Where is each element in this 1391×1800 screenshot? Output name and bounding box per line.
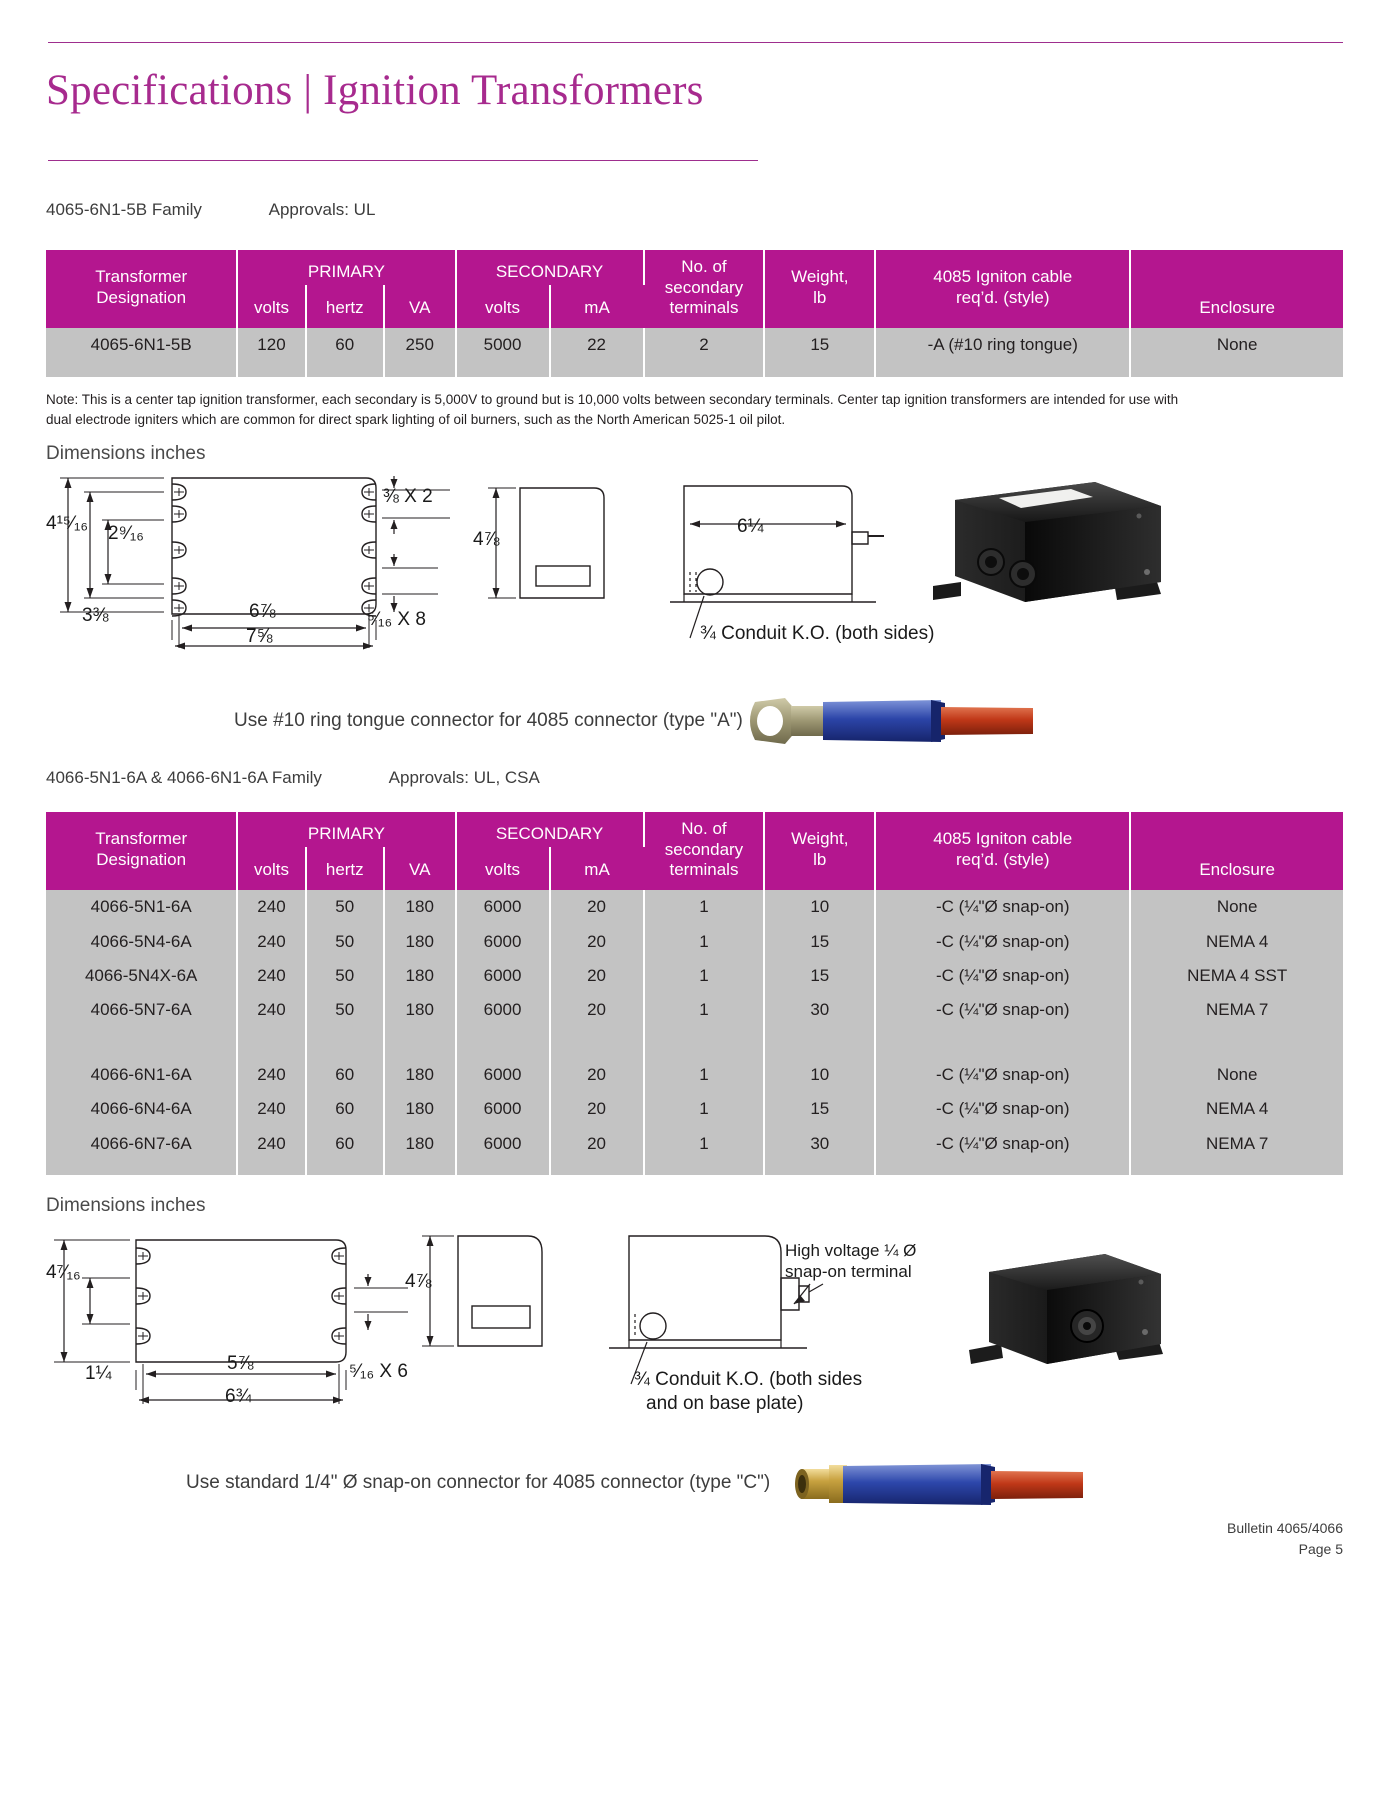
spacer-cell bbox=[456, 1028, 550, 1058]
section2-approvals: Approvals: UL, CSA bbox=[388, 768, 540, 787]
cell-designation: 4066-5N4-6A bbox=[46, 925, 237, 959]
cell-secondary-volts: 6000 bbox=[456, 1127, 550, 1161]
spacer-cell bbox=[644, 1028, 765, 1058]
th-secondary-group: SECONDARY bbox=[456, 250, 644, 285]
cell-designation: 4065-6N1-5B bbox=[46, 328, 237, 362]
dim-4066-slot-side: ⁵⁄₁₆ X 6 bbox=[349, 1361, 408, 1382]
th-terminals-line2: secondary bbox=[664, 277, 744, 297]
cell-primary-hertz: 50 bbox=[306, 993, 384, 1027]
th2-primary-group: PRIMARY bbox=[237, 812, 455, 847]
cell-designation: 4066-5N4X-6A bbox=[46, 959, 237, 993]
cell-secondary-ma: 20 bbox=[550, 993, 644, 1027]
pad-cell bbox=[306, 1161, 384, 1175]
th2-primary-volts: volts bbox=[237, 847, 305, 890]
cell-primary-hertz: 50 bbox=[306, 959, 384, 993]
dim-4065-height-outer: 4¹⁵⁄₁₆ bbox=[46, 513, 89, 534]
connector-caption-type-a: Use #10 ring tongue connector for 4085 connector (type "A") bbox=[234, 710, 743, 731]
cell-enclosure: None bbox=[1130, 328, 1343, 362]
cell-weight: 10 bbox=[764, 1058, 875, 1092]
th2-primary-hertz: hertz bbox=[306, 847, 384, 890]
cell-designation: 4066-6N7-6A bbox=[46, 1127, 237, 1161]
cell-secondary-volts: 6000 bbox=[456, 1092, 550, 1126]
cell-terminals: 1 bbox=[644, 1092, 765, 1126]
dim-4066-width-outer: 6¾ bbox=[225, 1386, 252, 1407]
label-4065-conduit-ko: ¾ Conduit K.O. (both sides) bbox=[700, 623, 935, 644]
section2-family-name: 4066-5N1-6A & 4066-6N1-6A Family bbox=[46, 768, 322, 787]
cell-enclosure: None bbox=[1130, 1058, 1343, 1092]
cell-primary-hertz: 50 bbox=[306, 925, 384, 959]
cell-cable: -C (¼"Ø snap-on) bbox=[875, 925, 1130, 959]
pad-cell bbox=[644, 363, 765, 377]
section1-note: Note: This is a center tap ignition transformer, each secondary is 5,000V to ground but is 10,000 volts between secondary terminals. Center tap ignition transformers are intended for use with dual electrode igniters which are common for direct spark lighting of oil burners, such as the North American 5025-1 oil pilot. bbox=[46, 392, 1179, 427]
product-photo-ring-tongue-connector bbox=[745, 690, 1035, 752]
cell-weight: 30 bbox=[764, 993, 875, 1027]
pad-cell bbox=[764, 363, 875, 377]
th-transformer-designation bbox=[46, 250, 237, 328]
dim-4066-front-height: 4⅞ bbox=[405, 1271, 432, 1292]
spacer-cell bbox=[875, 1028, 1130, 1058]
th2-designation-line2: Designation bbox=[96, 850, 187, 870]
cell-primary-va: 180 bbox=[384, 1092, 456, 1126]
cell-cable: -C (¼"Ø snap-on) bbox=[875, 1092, 1130, 1126]
th2-terminals-line2: secondary bbox=[664, 839, 744, 859]
th-cable-line2: req’d. (style) bbox=[955, 288, 1050, 308]
th-no-secondary-terminals bbox=[644, 250, 765, 328]
table-row bbox=[46, 993, 1343, 1027]
cell-primary-va: 180 bbox=[384, 1127, 456, 1161]
cell-designation: 4066-6N4-6A bbox=[46, 1092, 237, 1126]
cell-primary-hertz: 50 bbox=[306, 890, 384, 924]
spacer-cell bbox=[306, 1028, 384, 1058]
section2-dimensions-label: Dimensions inches bbox=[46, 1195, 206, 1216]
cell-terminals: 1 bbox=[644, 890, 765, 924]
cell-weight: 15 bbox=[764, 925, 875, 959]
cell-weight: 15 bbox=[764, 959, 875, 993]
cell-cable: -C (¼"Ø snap-on) bbox=[875, 959, 1130, 993]
table-row-pad bbox=[46, 1161, 1343, 1175]
cell-secondary-volts: 6000 bbox=[456, 890, 550, 924]
product-photo-snap-on-connector bbox=[795, 1455, 1085, 1515]
label-4066-conduit-line1: ¾ Conduit K.O. (both sides bbox=[634, 1369, 863, 1390]
dim-4065-slot-side: ⁵⁄₁₆ X 8 bbox=[367, 609, 426, 630]
cell-terminals: 1 bbox=[644, 925, 765, 959]
cell-secondary-ma: 20 bbox=[550, 925, 644, 959]
cell-cable: -C (¼"Ø snap-on) bbox=[875, 1058, 1130, 1092]
cell-enclosure: NEMA 4 bbox=[1130, 925, 1343, 959]
cell-primary-va: 180 bbox=[384, 993, 456, 1027]
table-row bbox=[46, 890, 1343, 924]
th2-transformer-designation bbox=[46, 812, 237, 890]
th-weight-line2: lb bbox=[813, 288, 827, 308]
arrow-to-hv-terminal-icon bbox=[780, 1280, 820, 1314]
pad-cell bbox=[550, 363, 644, 377]
pad-cell bbox=[550, 1161, 644, 1175]
th2-no-secondary-terminals bbox=[644, 812, 765, 890]
cell-primary-va: 180 bbox=[384, 890, 456, 924]
cell-cable: -A (#10 ring tongue) bbox=[875, 328, 1130, 362]
dim-4065-side-width: 6¼ bbox=[737, 516, 764, 537]
th2-weight-line2: lb bbox=[813, 850, 827, 870]
cell-primary-volts: 240 bbox=[237, 1127, 305, 1161]
table-row-pad bbox=[46, 363, 1343, 377]
spacer-cell bbox=[550, 1028, 644, 1058]
cell-secondary-volts: 6000 bbox=[456, 993, 550, 1027]
th-secondary-volts: volts bbox=[456, 285, 550, 328]
cell-primary-hertz: 60 bbox=[306, 1092, 384, 1126]
section1-family-line bbox=[46, 200, 375, 220]
pad-cell bbox=[764, 1161, 875, 1175]
th2-cable-line2: req’d. (style) bbox=[955, 850, 1050, 870]
th-designation-line2: Designation bbox=[96, 288, 187, 308]
th-terminals-line3: terminals bbox=[669, 298, 739, 318]
page-footer bbox=[1227, 1518, 1343, 1560]
label-4066-hv-terminal-line2: snap-on terminal bbox=[785, 1262, 912, 1282]
pad-cell bbox=[644, 1161, 765, 1175]
cell-terminals: 1 bbox=[644, 1127, 765, 1161]
th2-terminals-line3: terminals bbox=[669, 860, 739, 880]
cell-weight: 10 bbox=[764, 890, 875, 924]
cell-enclosure: NEMA 7 bbox=[1130, 1127, 1343, 1161]
cell-cable: -C (¼"Ø snap-on) bbox=[875, 890, 1130, 924]
spec-table-4065 bbox=[46, 250, 1343, 377]
cell-primary-va: 180 bbox=[384, 1058, 456, 1092]
table-row bbox=[46, 328, 1343, 362]
pad-cell bbox=[384, 363, 456, 377]
pad-cell bbox=[46, 1161, 237, 1175]
page-title: Specifications | Ignition Transformers bbox=[46, 67, 704, 114]
cell-secondary-volts: 5000 bbox=[456, 328, 550, 362]
table-row bbox=[46, 959, 1343, 993]
th-primary-va: VA bbox=[384, 285, 456, 328]
pad-cell bbox=[237, 363, 305, 377]
cell-primary-va: 180 bbox=[384, 925, 456, 959]
footer-page-number: Page 5 bbox=[1298, 1541, 1343, 1557]
product-photo-4066-transformer bbox=[955, 1240, 1185, 1390]
pad-cell bbox=[237, 1161, 305, 1175]
label-4066-conduit-ko bbox=[634, 1368, 862, 1416]
cell-designation: 4066-5N1-6A bbox=[46, 890, 237, 924]
table-row bbox=[46, 1092, 1343, 1126]
th-designation-line1: Transformer bbox=[95, 267, 188, 287]
th2-secondary-ma: mA bbox=[550, 847, 644, 890]
pad-cell bbox=[1130, 363, 1343, 377]
cell-secondary-ma: 20 bbox=[550, 890, 644, 924]
th2-enclosure: Enclosure bbox=[1130, 812, 1343, 890]
th-terminals-line1: No. of bbox=[681, 257, 727, 276]
cell-secondary-ma: 22 bbox=[550, 328, 644, 362]
product-photo-4065-transformer bbox=[925, 470, 1195, 620]
table-header-row-1 bbox=[46, 250, 1343, 285]
pad-cell bbox=[875, 363, 1130, 377]
section2-family-line bbox=[46, 768, 540, 788]
dim-4065-width-inner: 6⅞ bbox=[249, 601, 276, 622]
th-primary-volts: volts bbox=[237, 285, 305, 328]
cell-primary-hertz: 60 bbox=[306, 1058, 384, 1092]
dim-4066-height-outer: 4⁷⁄₁₆ bbox=[46, 1262, 81, 1283]
th-weight-line1: Weight, bbox=[791, 267, 849, 287]
table2-header-row-1 bbox=[46, 812, 1343, 847]
th2-terminals-line1: No. of bbox=[681, 819, 727, 838]
th2-primary-va: VA bbox=[384, 847, 456, 890]
th-primary-group: PRIMARY bbox=[237, 250, 455, 285]
cell-weight: 15 bbox=[764, 328, 875, 362]
th-secondary-ma: mA bbox=[550, 285, 644, 328]
spec-table-4066 bbox=[46, 812, 1343, 1175]
cell-primary-volts: 240 bbox=[237, 993, 305, 1027]
dim-4065-height-inner: 2⁹⁄₁₆ bbox=[108, 523, 144, 544]
pad-cell bbox=[456, 363, 550, 377]
cell-terminals: 2 bbox=[644, 328, 765, 362]
pad-cell bbox=[456, 1161, 550, 1175]
cell-secondary-ma: 20 bbox=[550, 959, 644, 993]
table-row-spacer bbox=[46, 1028, 1343, 1058]
cell-secondary-ma: 20 bbox=[550, 1092, 644, 1126]
pad-cell bbox=[1130, 1161, 1343, 1175]
th2-designation-line1: Transformer bbox=[95, 829, 188, 849]
cell-enclosure: NEMA 4 bbox=[1130, 1092, 1343, 1126]
th2-ignition-cable bbox=[875, 812, 1130, 890]
spacer-cell bbox=[764, 1028, 875, 1058]
table-row bbox=[46, 925, 1343, 959]
cell-enclosure: NEMA 4 SST bbox=[1130, 959, 1343, 993]
dim-4065-slot-top: ⅜ X 2 bbox=[383, 486, 433, 507]
cell-cable: -C (¼"Ø snap-on) bbox=[875, 993, 1130, 1027]
table-row bbox=[46, 1127, 1343, 1161]
cell-designation: 4066-6N1-6A bbox=[46, 1058, 237, 1092]
cell-secondary-volts: 6000 bbox=[456, 925, 550, 959]
cell-terminals: 1 bbox=[644, 959, 765, 993]
label-4066-hv-terminal bbox=[785, 1240, 916, 1283]
spacer-cell bbox=[46, 1028, 237, 1058]
cell-terminals: 1 bbox=[644, 993, 765, 1027]
section1-approvals: Approvals: UL bbox=[268, 200, 376, 219]
th2-secondary-volts: volts bbox=[456, 847, 550, 890]
cell-secondary-ma: 20 bbox=[550, 1058, 644, 1092]
spacer-cell bbox=[1130, 1028, 1343, 1058]
connector-caption-type-c: Use standard 1/4" Ø snap-on connector for 4085 connector (type "C") bbox=[186, 1472, 771, 1493]
cell-primary-hertz: 60 bbox=[306, 1127, 384, 1161]
th2-weight-line1: Weight, bbox=[791, 829, 849, 849]
spacer-cell bbox=[237, 1028, 305, 1058]
spacer-cell bbox=[384, 1028, 456, 1058]
cell-primary-va: 180 bbox=[384, 959, 456, 993]
pad-cell bbox=[384, 1161, 456, 1175]
cell-primary-va: 250 bbox=[384, 328, 456, 362]
header-top-rule bbox=[48, 42, 1343, 43]
cell-primary-volts: 240 bbox=[237, 1058, 305, 1092]
cell-weight: 30 bbox=[764, 1127, 875, 1161]
table-row bbox=[46, 1058, 1343, 1092]
cell-primary-volts: 240 bbox=[237, 1092, 305, 1126]
th2-weight bbox=[764, 812, 875, 890]
cell-primary-volts: 240 bbox=[237, 959, 305, 993]
header-bottom-rule bbox=[48, 160, 758, 161]
cell-enclosure: None bbox=[1130, 890, 1343, 924]
th-cable-line1: 4085 Igniton cable bbox=[933, 267, 1073, 287]
cell-primary-hertz: 60 bbox=[306, 328, 384, 362]
section1-dimensions-label: Dimensions inches bbox=[46, 443, 206, 464]
cell-secondary-ma: 20 bbox=[550, 1127, 644, 1161]
dim-4065-depth-base: 3⅜ bbox=[82, 605, 109, 626]
cell-terminals: 1 bbox=[644, 1058, 765, 1092]
dim-4066-width-inner: 5⅞ bbox=[227, 1353, 254, 1374]
pad-cell bbox=[306, 363, 384, 377]
cell-primary-volts: 240 bbox=[237, 890, 305, 924]
cell-secondary-volts: 6000 bbox=[456, 959, 550, 993]
cell-secondary-volts: 6000 bbox=[456, 1058, 550, 1092]
section1-family-name: 4065-6N1-5B Family bbox=[46, 200, 202, 219]
label-4066-conduit-line2: and on base plate) bbox=[646, 1392, 804, 1414]
footer-bulletin: Bulletin 4065/4066 bbox=[1227, 1520, 1343, 1536]
th-primary-hertz: hertz bbox=[306, 285, 384, 328]
pad-cell bbox=[46, 363, 237, 377]
dim-4065-front-height: 4⅞ bbox=[473, 529, 500, 550]
th-enclosure: Enclosure bbox=[1130, 250, 1343, 328]
th-ignition-cable bbox=[875, 250, 1130, 328]
th2-secondary-group: SECONDARY bbox=[456, 812, 644, 847]
cell-primary-volts: 120 bbox=[237, 328, 305, 362]
cell-weight: 15 bbox=[764, 1092, 875, 1126]
cell-cable: -C (¼"Ø snap-on) bbox=[875, 1127, 1130, 1161]
label-4066-hv-terminal-line1: High voltage ¼ Ø bbox=[785, 1241, 917, 1260]
diagram-4066-front-view bbox=[400, 1222, 590, 1382]
cell-primary-volts: 240 bbox=[237, 925, 305, 959]
cell-enclosure: NEMA 7 bbox=[1130, 993, 1343, 1027]
dim-4066-depth-base: 1¼ bbox=[85, 1363, 112, 1384]
cell-designation: 4066-5N7-6A bbox=[46, 993, 237, 1027]
pad-cell bbox=[875, 1161, 1130, 1175]
dim-4065-width-outer: 7⅝ bbox=[246, 626, 273, 647]
th2-cable-line1: 4085 Igniton cable bbox=[933, 829, 1073, 849]
th-weight bbox=[764, 250, 875, 328]
